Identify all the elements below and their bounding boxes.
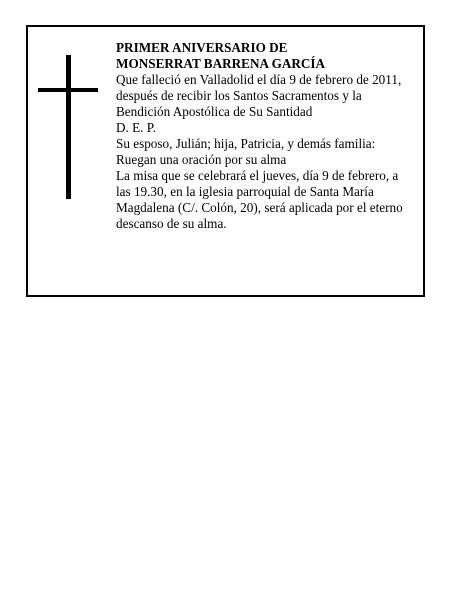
notice-body-line: descanso de su alma. [116, 216, 227, 231]
notice-body-line: Ruegan una oración por su alma [116, 152, 287, 167]
notice-body-line: las 19.30, en la iglesia parroquial de Santa María [116, 184, 374, 199]
cross-vertical-bar [66, 55, 71, 199]
cross-horizontal-bar [38, 88, 98, 92]
notice-body-line: Su esposo, Julián; hija, Patricia, y demás familia: [116, 136, 376, 151]
notice-title-line-2: MONSERRAT BARRENA GARCÍA [116, 56, 326, 71]
obituary-notice [26, 25, 425, 297]
cross-icon [38, 55, 98, 199]
notice-body-line: después de recibir los Santos Sacramentos y la [116, 88, 362, 103]
notice-text [116, 40, 420, 232]
notice-body-line: Que falleció en Valladolid el día 9 de febrero de 2011, [116, 72, 402, 87]
notice-body-line: Magdalena (C/. Colón, 20), será aplicada por el eterno [116, 200, 403, 215]
notice-body-line: La misa que se celebrará el jueves, día 9 de febrero, a [116, 168, 399, 183]
notice-title-line-1: PRIMER ANIVERSARIO DE [116, 40, 288, 55]
notice-body-line: Bendición Apostólica de Su Santidad [116, 104, 313, 119]
notice-body-line: D. E. P. [116, 120, 156, 135]
